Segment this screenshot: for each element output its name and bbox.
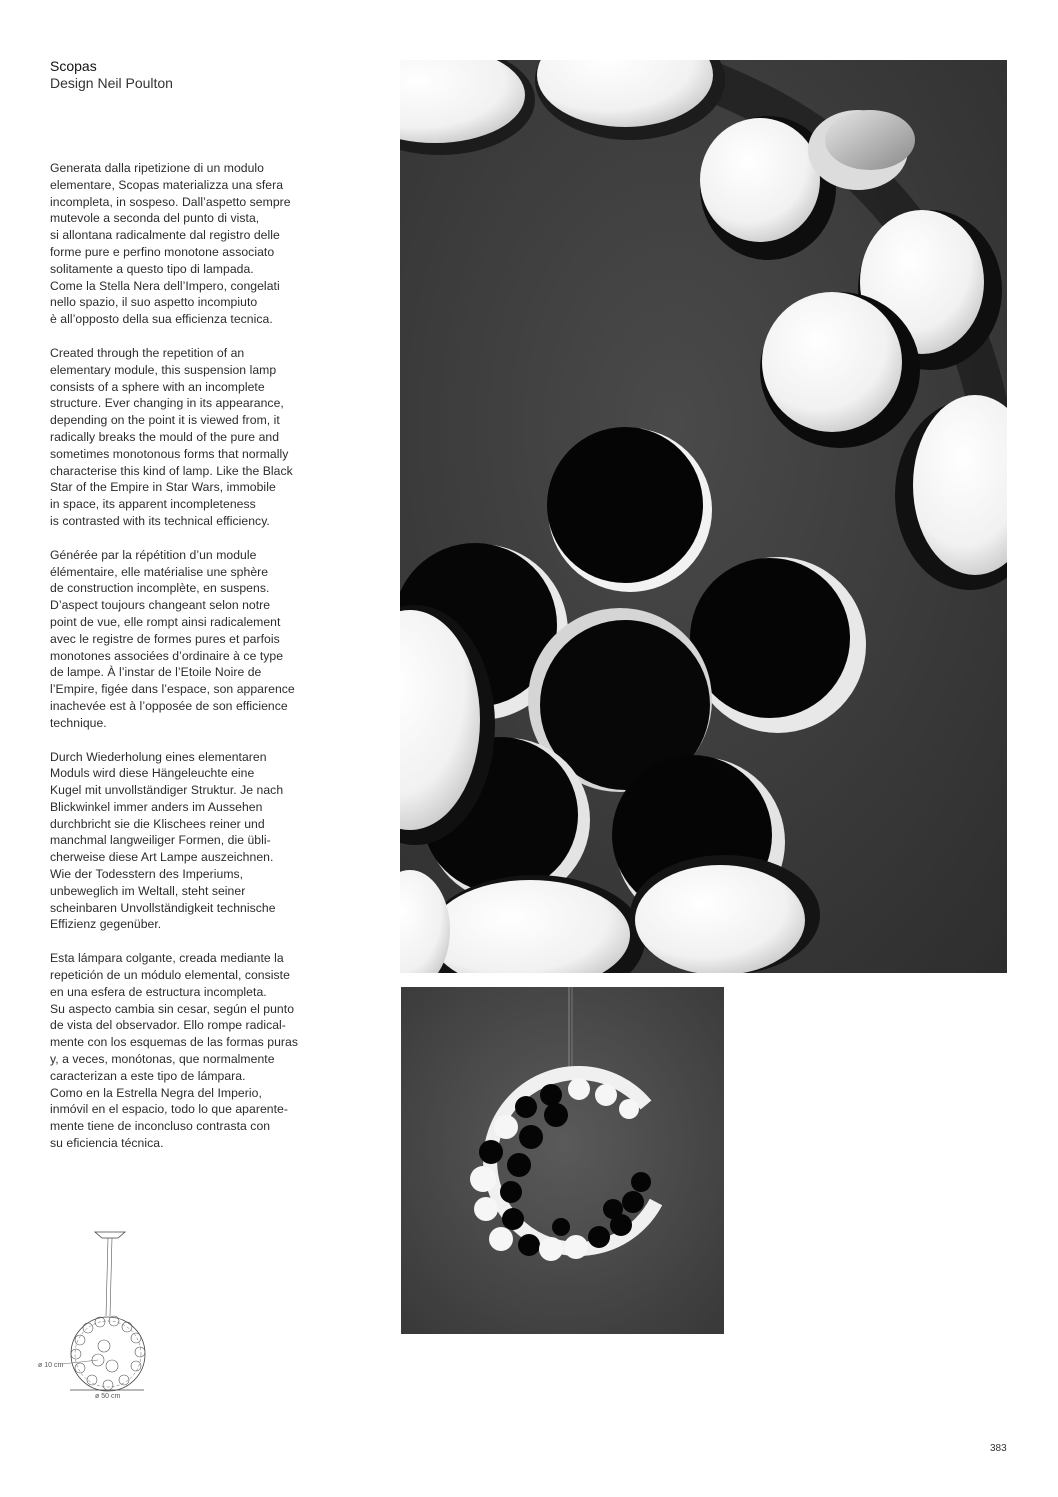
module-diameter-label: ø 10 cm (38, 1362, 64, 1369)
description-french: Générée par la répétition d’un module élémentaire, elle matérialise une sphère de construction incomplète, en suspens. D’aspect toujours changeant selon notre point de vue, elle rompt ainsi radicalement avec le registre de formes pures et parfois monotones associées d’ordinaire à ce type de lampe. À l’instar de l’Etoile Noire de l’Empire, figée dans l’espace, son apparence inachevée est à l’opposée de son efficience technique. (50, 547, 295, 730)
description-german: Durch Wiederholung eines elementaren Moduls wird diese Hängeleuchte eine Kugel mit unvollständiger Struktur. Je nach Blickwinkel immer anders im Aussehen durchbricht sie die Klischees reiner und manchmal langweiliger Formen, die übli- cherweise diese Art Lampe auszeichnen. Wie der Todesstern des Imperiums, unbeweglich im Weltall, steht seiner scheinbaren Unvollständigkeit technische Effizienz gegenüber. (50, 749, 284, 932)
product-title: Scopas (50, 58, 97, 74)
description-spanish: Esta lámpara colgante, creada mediante la repetición de un módulo elemental, consiste en una esfera de estructura incompleta. Su aspecto cambia sin cesar, según el punto de vista del observador. Ello rompe radical- mente con los esquemas de las formas puras y, a veces, monótonas, que normalmente caracterizan a este tipo de lámpara. Como en la Estrella Negra del Imperio, inmóvil en el espacio, todo lo que aparente- mente tiene de inconcluso contrasta con su eficiencia técnica. (50, 951, 299, 1151)
description-italian: Generata dalla ripetizione di un modulo elementare, Scopas materializza una sfera incompleta, in sospeso. Dall’aspetto sempre mutevole a seconda del punto di vista, si allontana radicalmente dal registro delle forme pure e perfino monotone associato solitamente a questo tipo di lampada. Come la Stella Nera dell’Impero, congelati nello spazio, il suo aspetto incompiuto è all’opposto della sua efficienza tecnica. (50, 161, 291, 327)
lamp-closeup-photo (400, 60, 1007, 973)
product-designer: Design Neil Poulton (50, 75, 173, 91)
white-module-disc (630, 855, 820, 973)
description-column (50, 160, 325, 1169)
white-module-disc (760, 292, 920, 448)
black-module-disc (690, 557, 866, 733)
sphere-diameter-label: ø 50 cm (95, 1393, 121, 1400)
description-english: Created through the repetition of an elementary module, this suspension lamp consists of a sphere with an incomplete structure. Ever changing in its appearance, depending on the point it is viewed from, it radically breaks the mould of the pure and sometimes monotonous forms that normally characterise this kind of lamp. Like the Black Star of the Empire in Star Wars, immobile in space, its apparent incompleteness is contrasted with its technical efficiency. (50, 345, 293, 528)
black-module-disc (547, 427, 712, 592)
lamp-full-photo (401, 987, 724, 1334)
page-number: 383 (990, 1443, 1007, 1454)
technical-drawing (40, 1220, 160, 1410)
